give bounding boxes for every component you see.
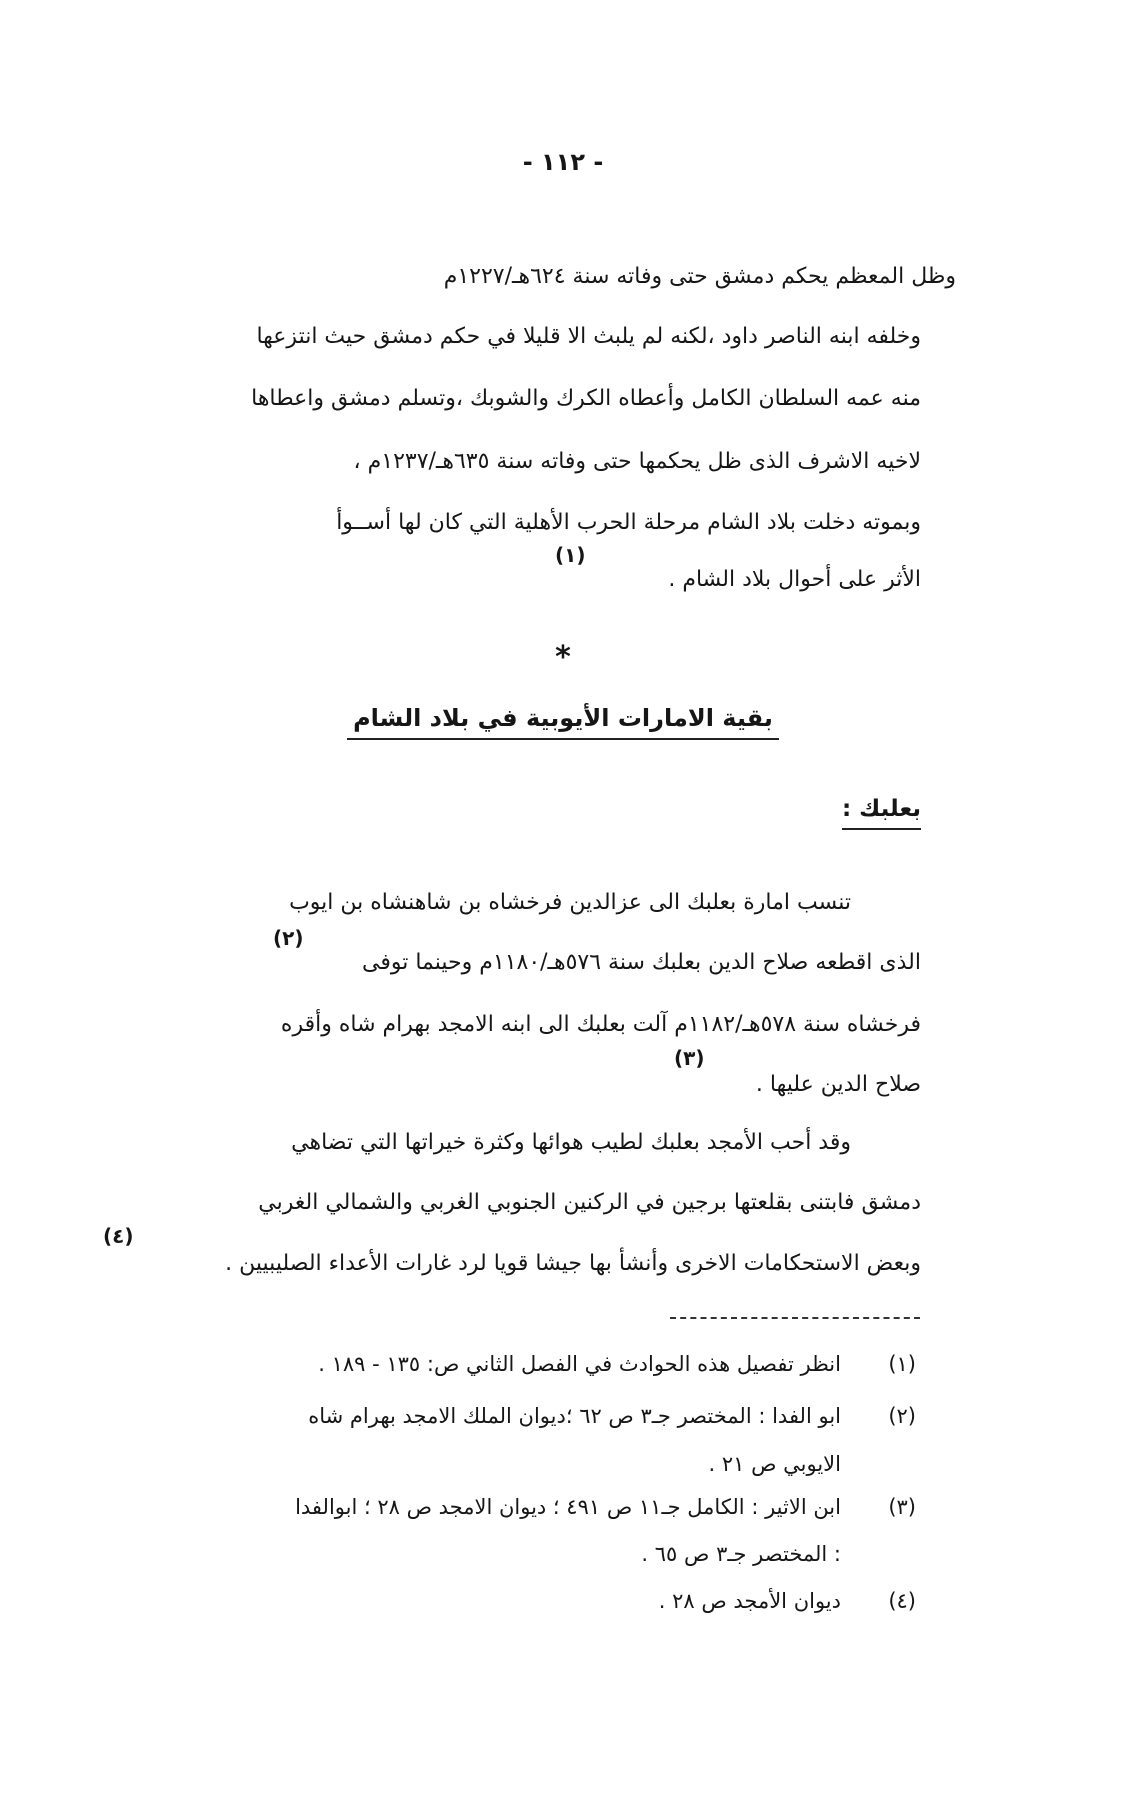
footnote-text: : المختصر جـ٣ ص ٦٥ . (641, 1542, 841, 1566)
paragraph3-line: وبعض الاستحكامات الاخرى وأنشأ بها جيشا قويا لرد غارات الأعداء الصليبيين . (225, 1251, 921, 1276)
footnote-divider (670, 1317, 920, 1319)
footnote-text: ديوان الأمجد ص ٢٨ . (658, 1589, 841, 1613)
note-reference-3: (٣) (674, 1046, 705, 1070)
footnote-text: ابن الاثير : الكامل جـ١١ ص ٤٩١ ؛ ديوان الامجد ص ٢٨ ؛ ابوالفدا (295, 1495, 841, 1519)
section-separator: * (555, 640, 571, 675)
paragraph2-line: فرخشاه سنة ٥٧٨هـ/١١٨٢م آلت بعلبك الى ابنه الامجد بهرام شاه وأقره (280, 1012, 921, 1037)
note-reference-4: (٤) (103, 1224, 134, 1248)
paragraph1-line: وظل المعظم يحكم دمشق حتى وفاته سنة ٦٢٤هـ/١٢٢٧م (443, 264, 956, 289)
paragraph1-line: وخلفه ابنه الناصر داود ،لكنه لم يلبث الا قليلا في حكم دمشق حيث انتزعها (256, 324, 921, 349)
footnote-text: انظر تفصيل هذه الحوادث في الفصل الثاني ص: ١٣٥ - ١٨٩ . (318, 1352, 841, 1376)
paragraph1-line: منه عمه السلطان الكامل وأعطاه الكرك والشوبك ،وتسلم دمشق واعطاها (251, 386, 921, 411)
paragraph1-line: لاخيه الاشرف الذى ظل يحكمها حتى وفاته سنة ٦٣٥هـ/١٢٣٧م ، (353, 449, 921, 474)
paragraph2-line: صلاح الدين عليها . (755, 1072, 921, 1097)
footnote-text: ابو الفدا : المختصر جـ٣ ص ٦٢ ؛ديوان الملك الامجد بهرام شاه (308, 1404, 841, 1428)
paragraph1-line: وبموته دخلت بلاد الشام مرحلة الحرب الأهلية التي كان لها أســوأ (336, 510, 921, 535)
footnote-number: (٤) (888, 1589, 916, 1613)
page-number: - ١١٢ - (522, 148, 604, 176)
note-reference-1: (١) (555, 543, 586, 567)
footnote-number: (٣) (888, 1495, 916, 1519)
paragraph2-line: الذى اقطعه صلاح الدين بعلبك سنة ٥٧٦هـ/١١٨٠م وحينما توفى (362, 950, 921, 975)
footnote-number: (١) (888, 1352, 916, 1376)
paragraph3-line: دمشق فابتنى بقلعتها برجين في الركنين الجنوبي الغربي والشمالي الغربي (258, 1190, 921, 1215)
subheading-text: بعلبك : (842, 796, 921, 830)
paragraph2-line: تنسب امارة بعلبك الى عزالدين فرخشاه بن شاهنشاه بن ايوب (289, 890, 851, 915)
paragraph1-line: الأثر على أحوال بلاد الشام . (668, 567, 921, 592)
footnote-number: (٢) (888, 1404, 916, 1428)
section-title (0, 704, 1126, 732)
section-title-text: بقية الامارات الأيوبية في بلاد الشام (347, 704, 779, 740)
subheading (842, 796, 921, 822)
note-reference-2: (٢) (273, 926, 304, 950)
footnote-text: الايوبي ص ٢١ . (708, 1452, 841, 1476)
paragraph3-line: وقد أحب الأمجد بعلبك لطيب هوائها وكثرة خيراتها التي تضاهي (291, 1130, 851, 1155)
